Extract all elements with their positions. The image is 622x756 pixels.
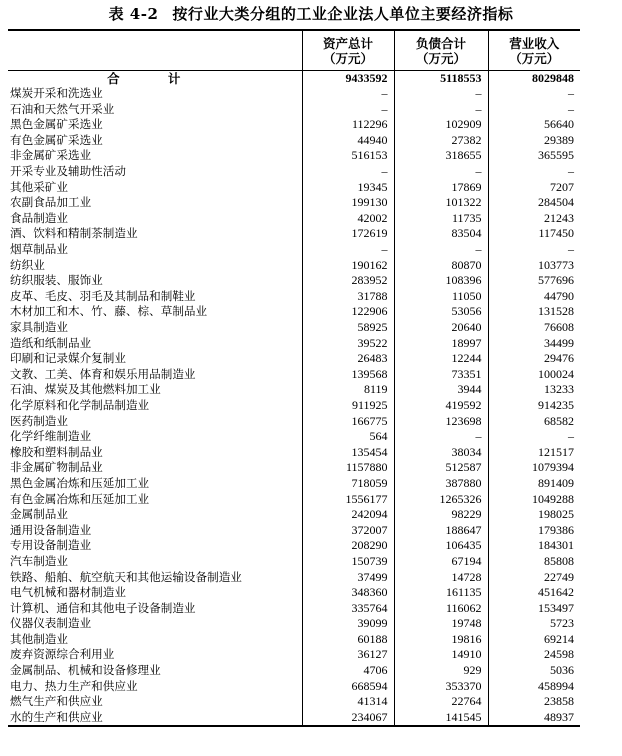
revenue-cell: 48937 bbox=[488, 710, 580, 727]
assets-cell: 911925 bbox=[302, 398, 394, 414]
table-row bbox=[8, 679, 580, 695]
liabilities-cell: – bbox=[394, 102, 488, 118]
liabilities-header bbox=[394, 30, 488, 70]
liabilities-cell: 14910 bbox=[394, 647, 488, 663]
industry-name-cell: 燃气生产和供应业 bbox=[10, 694, 103, 709]
liabilities-cell: 67194 bbox=[394, 554, 488, 570]
table-row bbox=[8, 429, 580, 445]
industry-name-cell: 开采专业及辅助性活动 bbox=[10, 164, 126, 179]
table-row bbox=[8, 414, 580, 430]
assets-cell: 37499 bbox=[302, 570, 394, 586]
liabilities-cell: 1265326 bbox=[394, 492, 488, 508]
assets-cell: 26483 bbox=[302, 351, 394, 367]
industry-name-cell: 有色金属矿采选业 bbox=[10, 132, 103, 147]
industry-name-cell: 食品制造业 bbox=[10, 210, 68, 225]
liabilities-cell: 11735 bbox=[394, 211, 488, 227]
liabilities-cell: 141545 bbox=[394, 710, 488, 727]
revenue-cell: 1049288 bbox=[488, 492, 580, 508]
assets-cell: 60188 bbox=[302, 632, 394, 648]
revenue-cell: 69214 bbox=[488, 632, 580, 648]
economic-indicators-table bbox=[8, 29, 580, 727]
industry-name-cell: 化学纤维制造业 bbox=[10, 429, 92, 444]
revenue-cell: 179386 bbox=[488, 523, 580, 539]
revenue-cell: – bbox=[488, 429, 580, 445]
table-row bbox=[8, 616, 580, 632]
table-caption: 按行业大类分组的工业企业法人单位主要经济指标 bbox=[172, 5, 514, 23]
assets-cell: 668594 bbox=[302, 679, 394, 695]
industry-name-cell: 汽车制造业 bbox=[10, 553, 68, 568]
assets-cell: – bbox=[302, 164, 394, 180]
revenue-cell: 29389 bbox=[488, 133, 580, 149]
revenue-cell: 5723 bbox=[488, 616, 580, 632]
table-row bbox=[8, 102, 580, 118]
assets-cell: 242094 bbox=[302, 507, 394, 523]
assets-cell: 39522 bbox=[302, 336, 394, 352]
revenue-cell: 44790 bbox=[488, 289, 580, 305]
industry-name-cell: 计算机、通信和其他电子设备制造业 bbox=[10, 600, 196, 615]
table-number: 表 4-2 bbox=[108, 5, 159, 23]
industry-header bbox=[8, 30, 302, 70]
industry-name-cell: 电力、热力生产和供应业 bbox=[10, 678, 138, 693]
table-row bbox=[8, 585, 580, 601]
industry-name-cell: 非金属矿采选业 bbox=[10, 148, 92, 163]
table-row bbox=[8, 601, 580, 617]
liabilities-cell: 106435 bbox=[394, 538, 488, 554]
assets-cell: 1556177 bbox=[302, 492, 394, 508]
total-label: 合 计 bbox=[107, 70, 203, 86]
assets-cell: 348360 bbox=[302, 585, 394, 601]
assets-cell: 516153 bbox=[302, 148, 394, 164]
table-row bbox=[8, 492, 580, 508]
assets-cell: – bbox=[302, 242, 394, 258]
assets-cell: 372007 bbox=[302, 523, 394, 539]
liabilities-cell: 353370 bbox=[394, 679, 488, 695]
revenue-cell: – bbox=[488, 86, 580, 102]
revenue-cell: 7207 bbox=[488, 180, 580, 196]
industry-name-cell: 烟草制品业 bbox=[10, 242, 68, 257]
table-title bbox=[0, 3, 622, 24]
table-row bbox=[8, 336, 580, 352]
liabilities-cell: 419592 bbox=[394, 398, 488, 414]
table-row bbox=[8, 570, 580, 586]
revenue-header bbox=[488, 30, 580, 70]
liabilities-cell: 83504 bbox=[394, 226, 488, 242]
total-row bbox=[8, 70, 580, 86]
liabilities-cell: – bbox=[394, 242, 488, 258]
header-row bbox=[8, 30, 580, 70]
assets-cell: 42002 bbox=[302, 211, 394, 227]
liabilities-cell: 14728 bbox=[394, 570, 488, 586]
assets-cell: 166775 bbox=[302, 414, 394, 430]
industry-name-cell: 纺织服装、服饰业 bbox=[10, 273, 103, 288]
assets-cell: 58925 bbox=[302, 320, 394, 336]
industry-name-cell: 化学原料和化学制品制造业 bbox=[10, 397, 150, 412]
assets-cell: 8119 bbox=[302, 382, 394, 398]
assets-cell: – bbox=[302, 102, 394, 118]
industry-name-cell: 造纸和纸制品业 bbox=[10, 335, 92, 350]
liabilities-cell: – bbox=[394, 86, 488, 102]
table-row bbox=[8, 632, 580, 648]
revenue-cell: 577696 bbox=[488, 273, 580, 289]
liabilities-cell: 188647 bbox=[394, 523, 488, 539]
liabilities-cell: 929 bbox=[394, 663, 488, 679]
revenue-cell: 121517 bbox=[488, 445, 580, 461]
industry-name-cell: 皮革、毛皮、羽毛及其制品和制鞋业 bbox=[10, 288, 196, 303]
revenue-cell: 284504 bbox=[488, 195, 580, 211]
table-row bbox=[8, 507, 580, 523]
table-row bbox=[8, 258, 580, 274]
revenue-cell: 68582 bbox=[488, 414, 580, 430]
liabilities-cell: 80870 bbox=[394, 258, 488, 274]
industry-name-cell: 文教、工美、体育和娱乐用品制造业 bbox=[10, 366, 196, 381]
liabilities-cell: 17869 bbox=[394, 180, 488, 196]
industry-name-cell: 电气机械和器材制造业 bbox=[10, 585, 126, 600]
assets-cell: 335764 bbox=[302, 601, 394, 617]
liabilities-cell: 12244 bbox=[394, 351, 488, 367]
table-row bbox=[8, 320, 580, 336]
industry-name-cell: 印刷和记录媒介复制业 bbox=[10, 351, 126, 366]
liabilities-header-label: 负债合计 bbox=[415, 36, 466, 52]
liabilities-cell: 53056 bbox=[394, 304, 488, 320]
assets-cell: 564 bbox=[302, 429, 394, 445]
revenue-header-label: 营业收入 bbox=[509, 36, 560, 52]
industry-name-cell: 非金属矿物制品业 bbox=[10, 460, 103, 475]
revenue-cell: 184301 bbox=[488, 538, 580, 554]
total-revenue: 8029848 bbox=[488, 70, 580, 86]
total-assets: 9433592 bbox=[302, 70, 394, 86]
liabilities-cell: 161135 bbox=[394, 585, 488, 601]
industry-name-cell: 铁路、船舶、航空航天和其他运输设备制造业 bbox=[10, 569, 242, 584]
liabilities-cell: 102909 bbox=[394, 117, 488, 133]
industry-name-cell: 金属制品业 bbox=[10, 507, 68, 522]
assets-header-label: 资产总计 bbox=[322, 36, 373, 52]
revenue-cell: 131528 bbox=[488, 304, 580, 320]
industry-name-cell: 废弃资源综合利用业 bbox=[10, 647, 115, 662]
revenue-cell: 458994 bbox=[488, 679, 580, 695]
liabilities-cell: 73351 bbox=[394, 367, 488, 383]
liabilities-cell: 387880 bbox=[394, 476, 488, 492]
assets-cell: 172619 bbox=[302, 226, 394, 242]
assets-cell: 19345 bbox=[302, 180, 394, 196]
assets-cell: 135454 bbox=[302, 445, 394, 461]
table-row bbox=[8, 211, 580, 227]
industry-name-cell: 家具制造业 bbox=[10, 320, 68, 334]
revenue-cell: 24598 bbox=[488, 647, 580, 663]
liabilities-cell: 512587 bbox=[394, 460, 488, 476]
table-row bbox=[8, 164, 580, 180]
table-row bbox=[8, 647, 580, 663]
liabilities-cell: 19816 bbox=[394, 632, 488, 648]
table-row bbox=[8, 554, 580, 570]
industry-name-cell: 其他采矿业 bbox=[10, 179, 68, 194]
industry-name-cell: 橡胶和塑料制品业 bbox=[10, 444, 103, 459]
revenue-cell: 21243 bbox=[488, 211, 580, 227]
industry-name-cell: 煤炭开采和洗选业 bbox=[10, 86, 103, 101]
revenue-cell: 891409 bbox=[488, 476, 580, 492]
revenue-cell: 914235 bbox=[488, 398, 580, 414]
industry-name-cell: 石油、煤炭及其他燃料加工业 bbox=[10, 382, 161, 397]
assets-cell: 150739 bbox=[302, 554, 394, 570]
industry-name-cell: 通用设备制造业 bbox=[10, 522, 92, 537]
revenue-cell: 23858 bbox=[488, 694, 580, 710]
revenue-cell: – bbox=[488, 164, 580, 180]
assets-cell: 283952 bbox=[302, 273, 394, 289]
liabilities-cell: 20640 bbox=[394, 320, 488, 336]
table-row bbox=[8, 117, 580, 133]
table-row bbox=[8, 663, 580, 679]
table-row bbox=[8, 694, 580, 710]
table-row bbox=[8, 242, 580, 258]
revenue-cell: 13233 bbox=[488, 382, 580, 398]
table-row bbox=[8, 226, 580, 242]
table-row bbox=[8, 367, 580, 383]
assets-cell: 44940 bbox=[302, 133, 394, 149]
table-row bbox=[8, 86, 580, 102]
industry-name-cell: 金属制品、机械和设备修理业 bbox=[10, 663, 161, 678]
revenue-cell: 85808 bbox=[488, 554, 580, 570]
liabilities-cell: 27382 bbox=[394, 133, 488, 149]
assets-cell: 199130 bbox=[302, 195, 394, 211]
industry-name-cell: 仪器仪表制造业 bbox=[10, 616, 92, 631]
assets-cell: 139568 bbox=[302, 367, 394, 383]
revenue-cell: 76608 bbox=[488, 320, 580, 336]
revenue-cell: 198025 bbox=[488, 507, 580, 523]
assets-cell: 234067 bbox=[302, 710, 394, 727]
liabilities-cell: 3944 bbox=[394, 382, 488, 398]
assets-cell: 1157880 bbox=[302, 460, 394, 476]
liabilities-cell: 116062 bbox=[394, 601, 488, 617]
table-row bbox=[8, 523, 580, 539]
assets-cell: 190162 bbox=[302, 258, 394, 274]
liabilities-cell: 101322 bbox=[394, 195, 488, 211]
liabilities-header-unit: （万元） bbox=[415, 51, 466, 67]
revenue-cell: 22749 bbox=[488, 570, 580, 586]
revenue-cell: 153497 bbox=[488, 601, 580, 617]
table-row bbox=[8, 710, 580, 727]
industry-name-cell: 有色金属冶炼和压延加工业 bbox=[10, 491, 150, 506]
table-row bbox=[8, 304, 580, 320]
industry-name-cell: 木材加工和木、竹、藤、棕、草制品业 bbox=[10, 304, 208, 319]
liabilities-cell: 19748 bbox=[394, 616, 488, 632]
liabilities-cell: – bbox=[394, 164, 488, 180]
industry-name-cell: 其他制造业 bbox=[10, 631, 68, 646]
table-row bbox=[8, 460, 580, 476]
assets-cell: 122906 bbox=[302, 304, 394, 320]
revenue-cell: 451642 bbox=[488, 585, 580, 601]
revenue-cell: 34499 bbox=[488, 336, 580, 352]
revenue-cell: 100024 bbox=[488, 367, 580, 383]
assets-cell: 112296 bbox=[302, 117, 394, 133]
assets-header bbox=[302, 30, 394, 70]
revenue-cell: 365595 bbox=[488, 148, 580, 164]
assets-cell: – bbox=[302, 86, 394, 102]
revenue-cell: 56640 bbox=[488, 117, 580, 133]
table-row bbox=[8, 476, 580, 492]
table-row bbox=[8, 180, 580, 196]
revenue-cell: 117450 bbox=[488, 226, 580, 242]
industry-name-cell: 黑色金属矿采选业 bbox=[10, 117, 103, 132]
assets-cell: 4706 bbox=[302, 663, 394, 679]
liabilities-cell: 98229 bbox=[394, 507, 488, 523]
assets-cell: 39099 bbox=[302, 616, 394, 632]
revenue-cell: – bbox=[488, 242, 580, 258]
industry-name-cell: 农副食品加工业 bbox=[10, 195, 92, 210]
liabilities-cell: – bbox=[394, 429, 488, 445]
industry-name-cell: 医药制造业 bbox=[10, 413, 68, 428]
table-row bbox=[8, 538, 580, 554]
revenue-cell: 5036 bbox=[488, 663, 580, 679]
table-row bbox=[8, 133, 580, 149]
liabilities-cell: 22764 bbox=[394, 694, 488, 710]
assets-header-unit: （万元） bbox=[322, 51, 373, 67]
revenue-header-unit: （万元） bbox=[509, 51, 560, 67]
table-row bbox=[8, 195, 580, 211]
liabilities-cell: 18997 bbox=[394, 336, 488, 352]
industry-name-cell: 酒、饮料和精制茶制造业 bbox=[10, 226, 138, 241]
liabilities-cell: 38034 bbox=[394, 445, 488, 461]
industry-name-cell: 专用设备制造业 bbox=[10, 538, 92, 553]
liabilities-cell: 123698 bbox=[394, 414, 488, 430]
industry-name-cell: 水的生产和供应业 bbox=[8, 710, 302, 727]
table-row bbox=[8, 351, 580, 367]
industry-name-cell: 纺织业 bbox=[10, 257, 45, 272]
table-row bbox=[8, 398, 580, 414]
liabilities-cell: 108396 bbox=[394, 273, 488, 289]
industry-name-cell: 黑色金属冶炼和压延加工业 bbox=[10, 475, 150, 490]
table-row bbox=[8, 289, 580, 305]
liabilities-cell: 11050 bbox=[394, 289, 488, 305]
assets-cell: 208290 bbox=[302, 538, 394, 554]
revenue-cell: 103773 bbox=[488, 258, 580, 274]
revenue-cell: – bbox=[488, 102, 580, 118]
industry-name-cell: 石油和天然气开采业 bbox=[10, 101, 115, 116]
assets-cell: 36127 bbox=[302, 647, 394, 663]
table-row bbox=[8, 273, 580, 289]
liabilities-cell: 318655 bbox=[394, 148, 488, 164]
table-row bbox=[8, 445, 580, 461]
revenue-cell: 1079394 bbox=[488, 460, 580, 476]
total-liabilities: 5118553 bbox=[394, 70, 488, 86]
assets-cell: 41314 bbox=[302, 694, 394, 710]
table-row bbox=[8, 382, 580, 398]
table-row bbox=[8, 148, 580, 164]
assets-cell: 31788 bbox=[302, 289, 394, 305]
revenue-cell: 29476 bbox=[488, 351, 580, 367]
assets-cell: 718059 bbox=[302, 476, 394, 492]
